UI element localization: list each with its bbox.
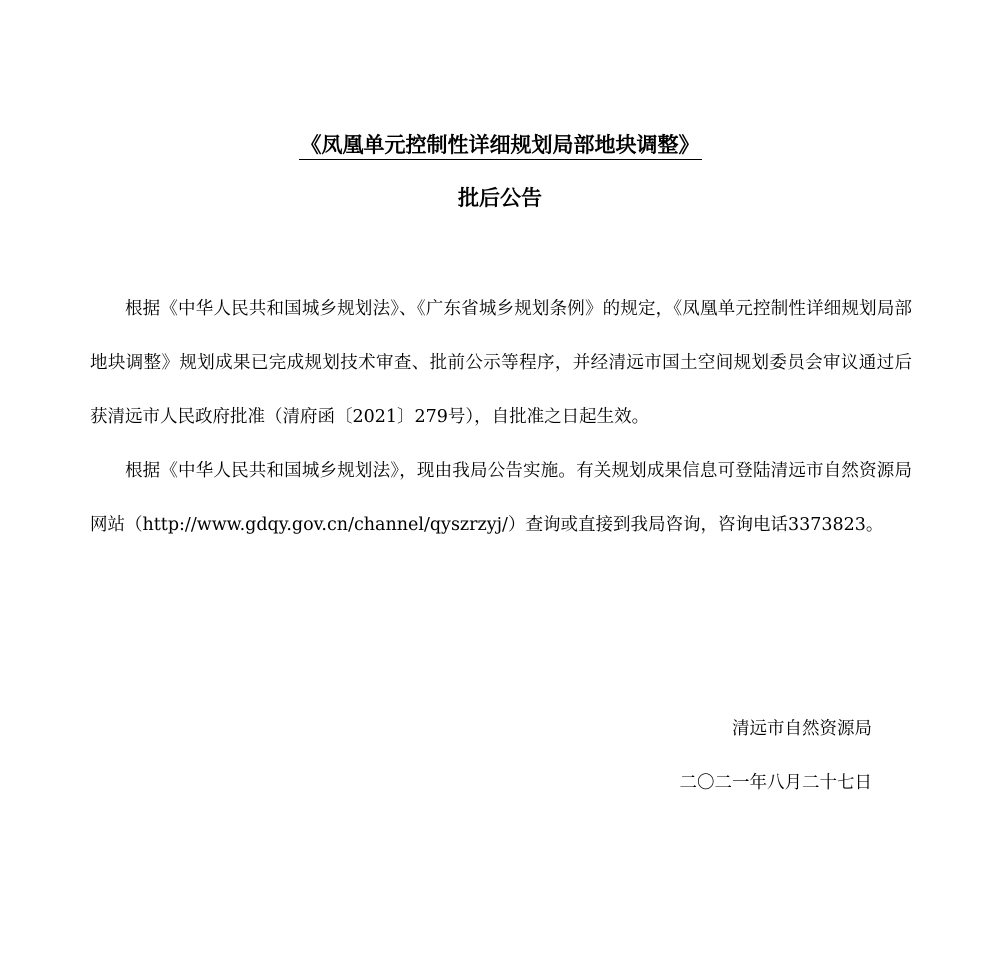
document-body <box>90 282 912 552</box>
document-title: 《凤凰单元控制性详细规划局部地块调整》 <box>299 131 702 160</box>
signature-date: 二〇二一年八月二十七日 <box>679 773 872 793</box>
document-subtitle: 批后公告 <box>458 186 542 210</box>
signature-organization: 清远市自然资源局 <box>732 719 872 739</box>
signature-block <box>680 702 873 810</box>
paragraph-implementation: 根据《中华人民共和国城乡规划法》，现由我局公告实施。有关规划成果信息可登陆清远市自然资源局网站（http://www.gdqy.gov.cn/channel/qyszrzyj/）查询或直接到我局咨询，咨询电话3373823。 <box>90 461 912 535</box>
paragraph-approval: 根据《中华人民共和国城乡规划法》、《广东省城乡规划条例》的规定，《凤凰单元控制性详细规划局部地块调整》规划成果已完成规划技术审查、批前公示等程序，并经清远市国土空间规划委员会审议通过后获清远市人民政府批准（清府函〔2021〕279号），自批准之日起生效。 <box>90 299 912 427</box>
document-title-block <box>0 128 1000 162</box>
